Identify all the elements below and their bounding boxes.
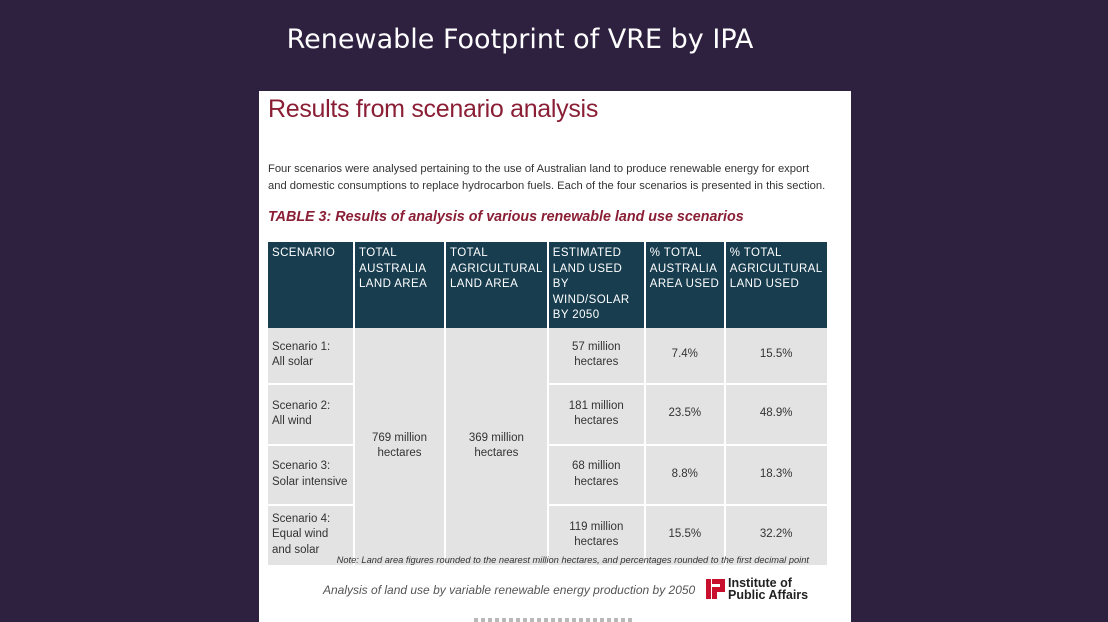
header-pct-australia-area — [645, 242, 725, 328]
header-line: ESTIMATED — [552, 247, 622, 259]
scenario-line: and solar — [272, 543, 320, 556]
table-row — [268, 328, 827, 384]
value-line: hectares — [377, 447, 422, 459]
value-line: hectares — [574, 536, 619, 548]
total-australia-land-cell — [354, 328, 445, 566]
header-line: AGRICULTURAL — [729, 262, 823, 275]
header-scenario — [268, 242, 354, 328]
value-line: 181 million — [568, 399, 624, 412]
source-caption: Analysis of land use by variable renewable energy production by 2050 — [323, 583, 696, 597]
land-used-cell — [548, 328, 645, 384]
pct-agricultural-cell: 15.5% — [725, 328, 827, 384]
slide-title: Renewable Footprint of VRE by IPA — [286, 24, 754, 55]
intro-line: and domestic consumptions to replace hydrocarbon fuels. Each of the four scenarios is presented in this section. — [268, 179, 826, 192]
header-total-australia-land-area — [354, 242, 445, 328]
header-line: AREA USED — [649, 278, 720, 290]
ipa-logo-line: Institute of — [728, 576, 792, 590]
header-line: LAND USED BY — [552, 262, 623, 290]
value-line: hectares — [574, 356, 619, 368]
header-line: SCENARIO — [272, 247, 336, 259]
scenario-cell — [268, 384, 354, 445]
header-pct-agricultural-land — [725, 242, 827, 328]
intro-paragraph — [268, 161, 848, 194]
header-total-agricultural-land-area — [445, 242, 548, 328]
value-line: 119 million — [569, 520, 624, 533]
scenario-line: Solar intensive — [272, 475, 348, 488]
value-line: 769 million — [372, 431, 427, 444]
table-note: Note: Land area figures rounded to the nearest million hectares, and percentages rounded to the first decimal point — [336, 555, 809, 565]
ipa-logo-line: Public Affairs — [728, 588, 809, 602]
pct-australia-cell: 15.5% — [645, 505, 725, 566]
ipa-logo-text — [728, 577, 808, 601]
table-row — [268, 384, 827, 445]
document-heading: Results from scenario analysis — [268, 95, 599, 123]
scenario-line: Equal wind — [272, 528, 329, 541]
value-line: hectares — [474, 447, 519, 459]
pct-australia-cell: 7.4% — [645, 328, 725, 384]
value-line: hectares — [574, 475, 619, 488]
land-used-cell — [548, 384, 645, 445]
header-line: AUSTRALIA — [359, 262, 427, 275]
header-line: LAND AREA — [359, 278, 428, 290]
header-line: % TOTAL — [649, 247, 702, 259]
header-line: AUSTRALIA — [649, 262, 718, 275]
header-line: TOTAL — [359, 247, 397, 259]
table-header-row — [268, 242, 827, 328]
value-line: 369 million — [468, 431, 524, 444]
scenario-cell — [268, 328, 354, 384]
value-line: 68 million — [571, 460, 621, 472]
header-line: % TOTAL — [729, 247, 782, 259]
header-line: BY 2050 — [552, 309, 600, 321]
value-line: 57 million — [571, 340, 621, 353]
ipa-logo — [706, 574, 816, 604]
header-estimated-land-used — [548, 242, 645, 328]
pct-agricultural-cell: 18.3% — [725, 445, 827, 505]
scenario-line: Scenario 4: — [272, 512, 331, 525]
document-image — [259, 91, 851, 622]
land-used-cell — [548, 445, 645, 505]
scenario-line: Scenario 2: — [272, 399, 331, 412]
cropped-text-fragment — [474, 618, 634, 622]
header-line: AGRICULTURAL — [450, 262, 543, 275]
header-line: LAND AREA — [450, 278, 519, 290]
value-line: hectares — [574, 415, 619, 427]
pct-agricultural-cell: 32.2% — [725, 505, 827, 566]
scenario-line: All solar — [272, 356, 313, 368]
pct-agricultural-cell: 48.9% — [725, 384, 827, 445]
scenario-cell — [268, 445, 354, 505]
table-caption: TABLE 3: Results of analysis of various renewable land use scenarios — [268, 209, 744, 225]
scenario-line: Scenario 3: — [272, 460, 331, 472]
header-line: TOTAL — [450, 247, 488, 259]
intro-line: Four scenarios were analysed pertaining to the use of Australian land to produce renewable energy for export — [268, 163, 810, 175]
table-row — [268, 445, 827, 505]
pct-australia-cell: 23.5% — [645, 384, 725, 445]
results-table — [268, 242, 827, 567]
scenario-line: All wind — [272, 415, 312, 427]
header-line: LAND USED — [729, 278, 800, 290]
ipa-logo-mark-icon — [706, 579, 725, 599]
pct-australia-cell: 8.8% — [645, 445, 725, 505]
scenario-line: Scenario 1: — [272, 340, 331, 353]
header-line: WIND/SOLAR — [552, 293, 630, 306]
total-agricultural-land-cell — [445, 328, 548, 566]
